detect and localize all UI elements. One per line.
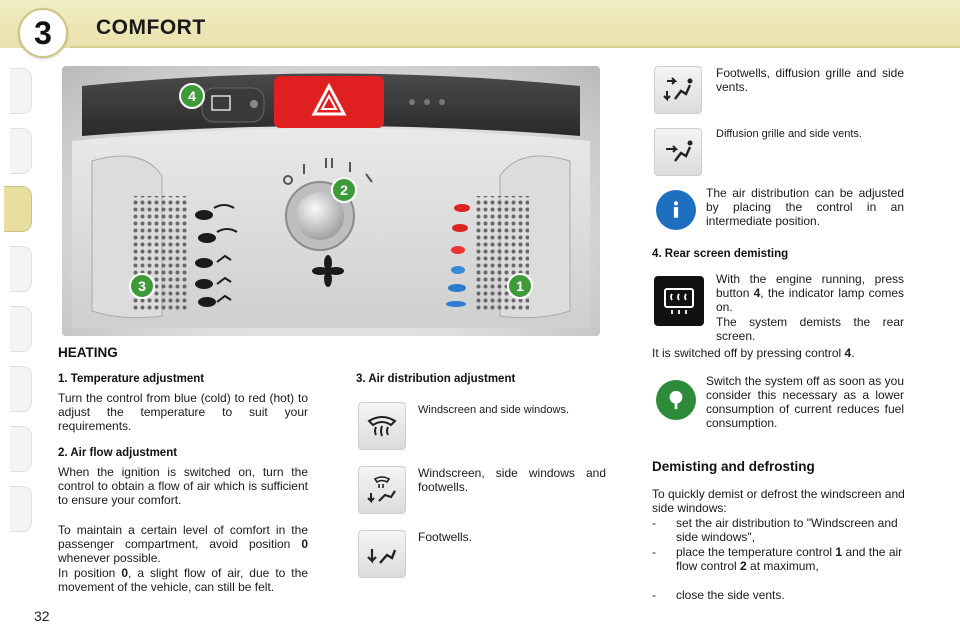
step-2-text: place the temperature control 1 and the air flow control 2 at maximum,: [676, 545, 903, 573]
chapter-tab-7[interactable]: [10, 426, 32, 472]
callout-3-label: 3: [138, 278, 146, 294]
bullet-dash: -: [652, 545, 656, 559]
demisting-intro: To quickly demist or defrost the windscreen and side windows:: [652, 487, 905, 515]
callout-2-label: 2: [340, 182, 348, 198]
rear-screen-icon-box: [654, 276, 704, 326]
windscreen-footwell-icon: [365, 473, 399, 507]
page-number: 32: [34, 608, 50, 624]
windscreen-demist-icon: [365, 409, 399, 443]
chapter-tab-4[interactable]: [10, 246, 32, 292]
footwell-icon-box: [358, 530, 406, 578]
footwell-label: Footwells.: [418, 530, 473, 544]
distribution-subtitle: 3. Air distribution adjustment: [356, 373, 516, 385]
demisting-title: Demisting and defrosting: [652, 459, 815, 474]
heating-title: HEATING: [58, 345, 118, 360]
demisting-step-1: [652, 516, 904, 544]
intermediate-info-text: The air distribution can be adjusted by placing the control in an intermediate position.: [706, 186, 904, 228]
footwell-grille-icon: [661, 73, 695, 107]
step-3-text: close the side vents.: [676, 588, 785, 602]
grille-label: Diffusion grille and side vents.: [716, 128, 862, 140]
heating-controls-illustration: [62, 66, 600, 336]
chapter-tab-3-active[interactable]: [4, 186, 32, 232]
chapter-tab-6[interactable]: [10, 366, 32, 412]
windscreen-label: Windscreen and side windows.: [418, 404, 570, 416]
airflow-text-1: When the ignition is switched on, turn the control to obtain a flow of air which is sufficient to ensure your comfort.: [58, 465, 308, 507]
windscreen-footwell-label: Windscreen, side windows and footwells.: [418, 466, 606, 494]
demisting-step-2: [652, 545, 904, 587]
eco-tree-icon: [656, 380, 696, 420]
chapter-tab-8[interactable]: [10, 486, 32, 532]
footwell-grille-label: Footwells, diffusion grille and side vents.: [716, 66, 904, 94]
chapter-tab-5[interactable]: [10, 306, 32, 352]
windscreen-footwell-icon-box: [358, 466, 406, 514]
demisting-step-3: [652, 588, 904, 604]
grille-icon-box: [654, 128, 702, 176]
temperature-text: Turn the control from blue (cold) to red (hot) to adjust the temperature to suit your requirements.: [58, 391, 308, 433]
callout-4-label: 4: [188, 88, 196, 104]
info-icon: [656, 190, 696, 230]
callout-1-label: 1: [516, 278, 524, 294]
airflow-text-2: To maintain a certain level of comfort in the passenger compartment, avoid position 0 whenever possible.: [58, 523, 308, 565]
chapter-tabs: [0, 68, 32, 576]
bullet-dash: -: [652, 588, 656, 602]
rear-screen-subtitle: 4. Rear screen demisting: [652, 248, 789, 260]
footwell-grille-icon-box: [654, 66, 702, 114]
footwell-icon: [365, 537, 399, 571]
windscreen-icon-box: [358, 402, 406, 450]
step-1-text: set the air distribution to "Windscreen and side windows",: [676, 516, 898, 544]
chapter-title: COMFORT: [96, 16, 206, 39]
bullet-dash: -: [652, 516, 656, 530]
chapter-number-badge: 3: [18, 8, 68, 58]
dashboard-svg: [62, 66, 600, 336]
eco-text: Switch the system off as soon as you consider this necessary as a lower consumption of current reduces fuel consumption.: [706, 374, 904, 430]
chapter-tab-2[interactable]: [10, 128, 32, 174]
chapter-tab-1[interactable]: [10, 68, 32, 114]
rear-screen-text-2: The system demists the rear screen.: [716, 315, 904, 343]
grille-vent-icon: [661, 135, 695, 169]
rear-screen-text-1: With the engine running, press button 4, the indicator lamp comes on.: [716, 272, 904, 314]
rear-screen-text-3: It is switched off by pressing control 4.: [652, 346, 855, 360]
rear-screen-demist-icon: [662, 286, 696, 316]
airflow-text-3: In position 0, a slight flow of air, due to the movement of the vehicle, can still be felt.: [58, 566, 308, 594]
airflow-subtitle: 2. Air flow adjustment: [58, 447, 178, 459]
temperature-subtitle: 1. Temperature adjustment: [58, 373, 205, 385]
